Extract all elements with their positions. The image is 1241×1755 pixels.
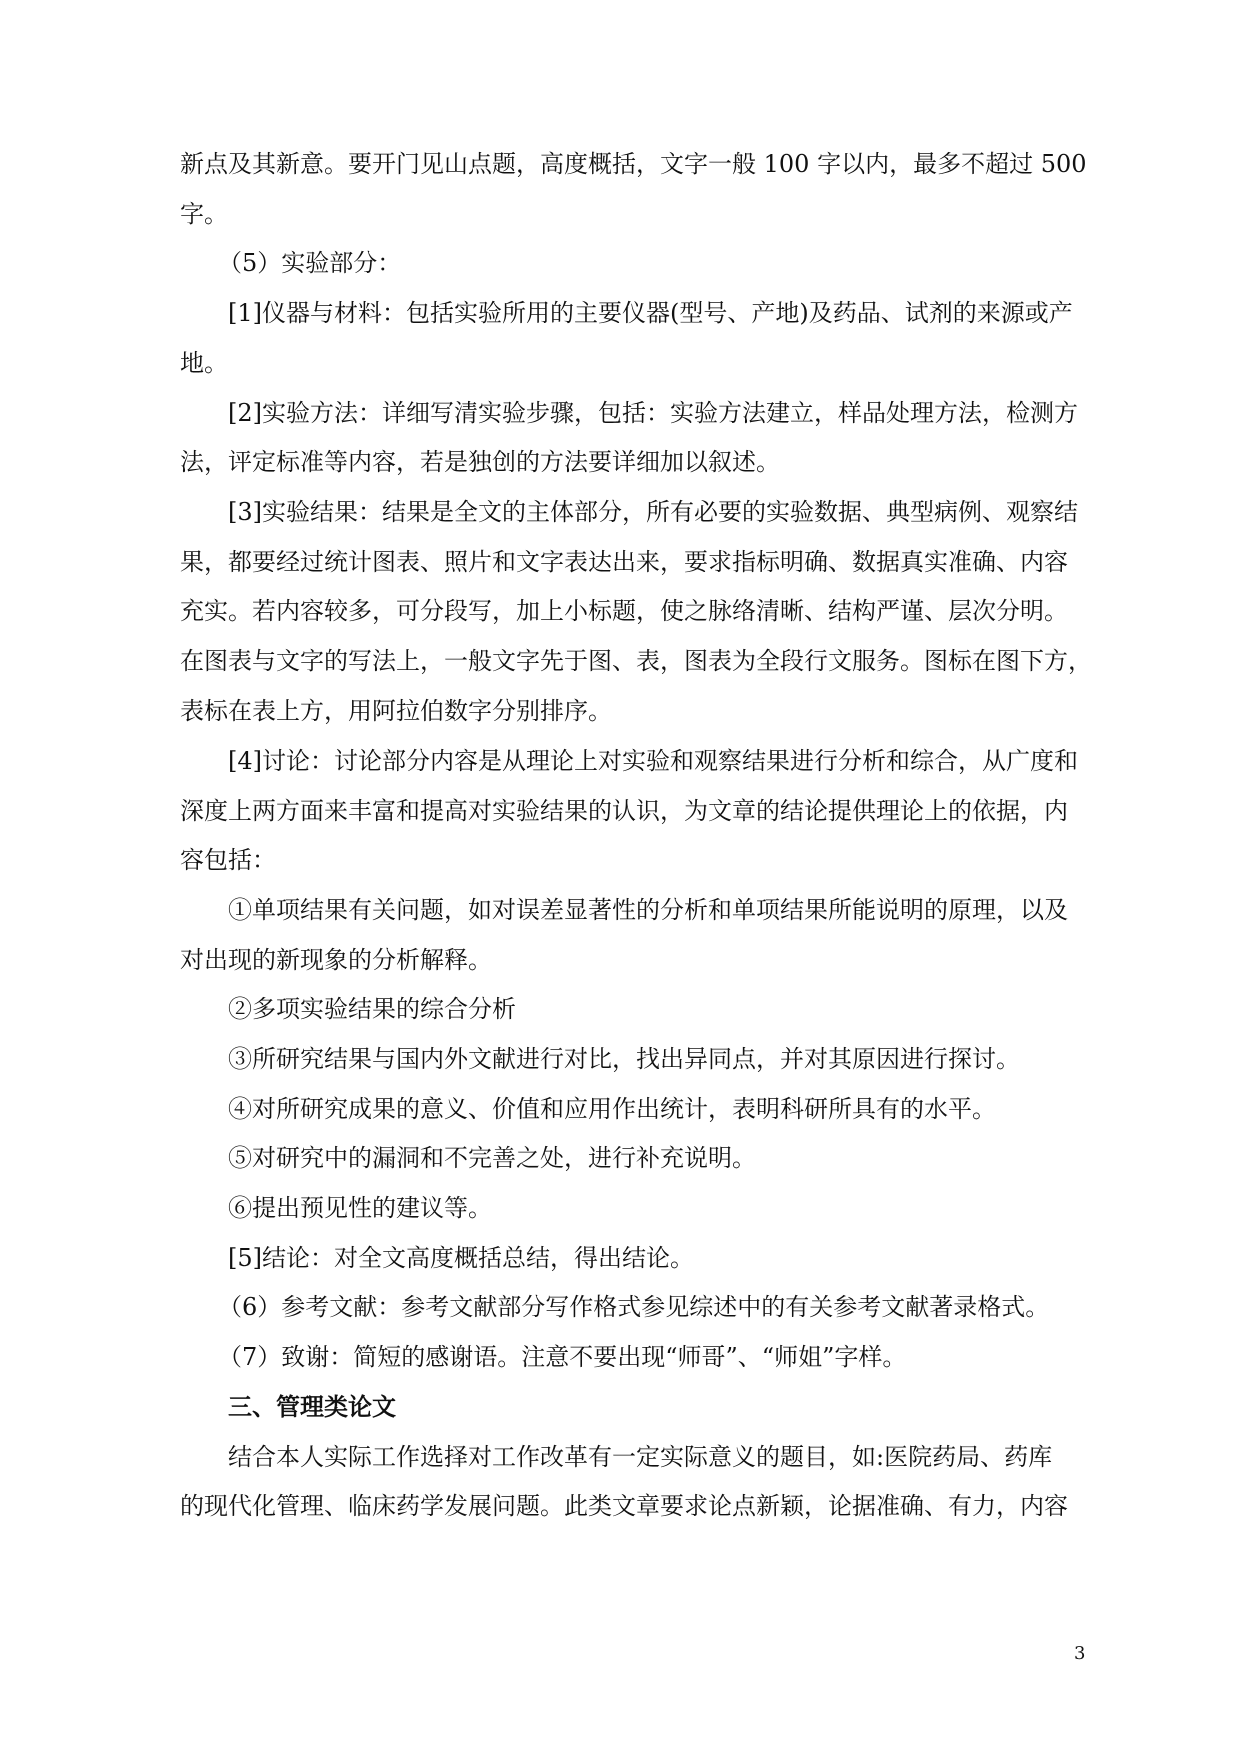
list-item: ②多项实验结果的综合分析 xyxy=(228,995,516,1023)
section-item: （7）致谢：简短的感谢语。注意不要出现“师哥”、“师姐”字样。 xyxy=(218,1343,907,1371)
text-line: 容包括： xyxy=(180,846,276,874)
text-line: 充实。若内容较多，可分段写，加上小标题，使之脉络清晰、结构严谨、层次分明。 xyxy=(180,597,1068,625)
text-line: 果，都要经过统计图表、照片和文字表达出来，要求指标明确、数据真实准确、内容 xyxy=(180,548,1068,576)
text-line: 表标在表上方，用阿拉伯数字分别排序。 xyxy=(180,697,612,725)
list-item: ③所研究结果与国内外文献进行对比，找出异同点，并对其原因进行探讨。 xyxy=(228,1045,1020,1073)
list-item: ⑤对研究中的漏洞和不完善之处，进行补充说明。 xyxy=(228,1144,756,1172)
section-item: （5）实验部分： xyxy=(218,249,402,277)
section-heading: 三、管理类论文 xyxy=(228,1392,396,1421)
list-item: ①单项结果有关问题，如对误差显著性的分析和单项结果所能说明的原理，以及 xyxy=(228,896,1068,924)
section-item: （6）参考文献：参考文献部分写作格式参见综述中的有关参考文献著录格式。 xyxy=(218,1293,1050,1321)
text-line: 在图表与文字的写法上，一般文字先于图、表，图表为全段行文服务。图标在图下方， xyxy=(180,647,1092,675)
text-line: 字。 xyxy=(180,200,228,228)
text-line: [5]结论：对全文高度概括总结，得出结论。 xyxy=(228,1244,694,1272)
text-line: 对出现的新现象的分析解释。 xyxy=(180,946,492,974)
text-line: [3]实验结果：结果是全文的主体部分，所有必要的实验数据、典型病例、观察结 xyxy=(228,498,1078,526)
text-line: 的现代化管理、临床药学发展问题。此类文章要求论点新颖，论据准确、有力，内容 xyxy=(180,1492,1068,1520)
text-line: 深度上两方面来丰富和提高对实验结果的认识，为文章的结论提供理论上的依据，内 xyxy=(180,797,1068,825)
text-line: 地。 xyxy=(180,349,228,377)
text-line: [2]实验方法：详细写清实验步骤，包括：实验方法建立，样品处理方法，检测方 xyxy=(228,399,1078,427)
text-line: [4]讨论：讨论部分内容是从理论上对实验和观察结果进行分析和综合，从广度和 xyxy=(228,747,1078,775)
page-number: 3 xyxy=(1074,1643,1086,1664)
text-line: [1]仪器与材料：包括实验所用的主要仪器(型号、产地)及药品、试剂的来源或产 xyxy=(228,299,1073,327)
list-item: ⑥提出预见性的建议等。 xyxy=(228,1194,492,1222)
text-line: 结合本人实际工作选择对工作改革有一定实际意义的题目，如:医院药局、药库 xyxy=(228,1443,1053,1471)
text-line: 新点及其新意。要开门见山点题，高度概括，文字一般 100 字以内，最多不超过 500 xyxy=(180,150,1087,178)
list-item: ④对所研究成果的意义、价值和应用作出统计，表明科研所具有的水平。 xyxy=(228,1095,996,1123)
text-line: 法，评定标准等内容，若是独创的方法要详细加以叙述。 xyxy=(180,448,780,476)
